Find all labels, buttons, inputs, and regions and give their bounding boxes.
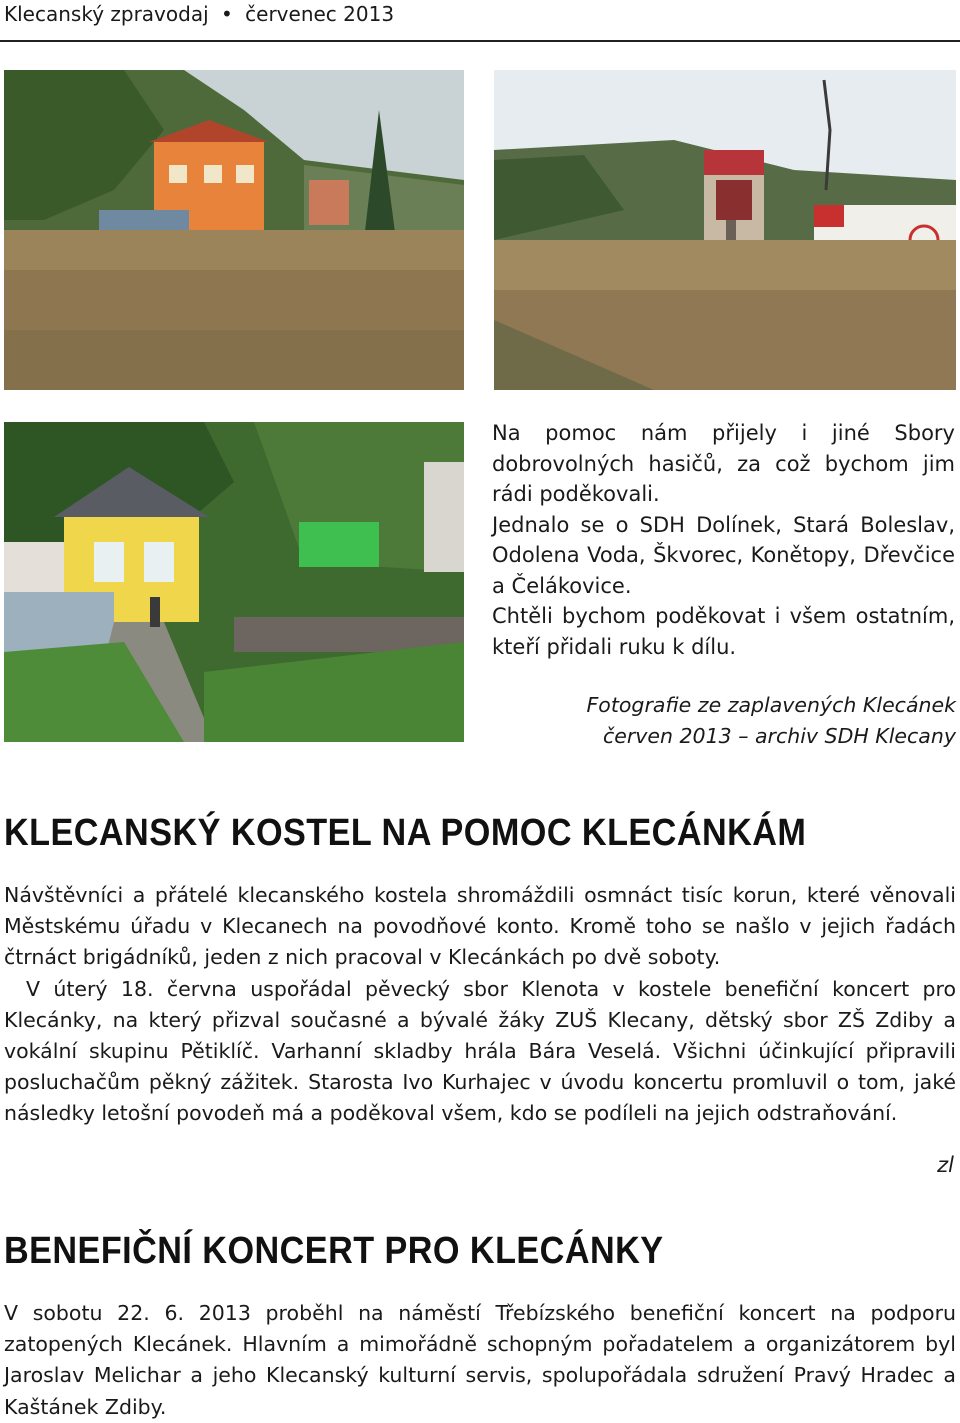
article-1-paragraph-2: V úterý 18. června uspořádal pěvecký sbor Klenota v kostele benefiční koncert pro Klecánky, na který přizval současné a bývalé žáky ZUŠ Klecany, dětský sbor ZŠ Zdiby a vokální skupinu Pětiklíč. Varhanní skladby hrála Bára Veselá. Všichni účinkující připravili posluchačům pěkný zážitek. Starosta Ivo Kurhajec v úvodu koncertu promluvil o tom, jaké následky letošní povodeň má a poděkoval všem, kdo se podíleli na jejich odstraňování. xyxy=(4,976,956,1126)
article-1-title: KLECANSKÝ KOSTEL NA POMOC KLECÁNKÁM xyxy=(4,812,807,854)
article-1-paragraph-1: Návštěvníci a přátelé klecanského kostela shromáždili osmnáct tisíc korun, které věnovali Městskému úřadu v Klecanech na povodňové konto. Kromě toho se našlo v jejich řadách čtrnáct brigádníků, jeden z nich pracoval v Klecánkách po dvě soboty. xyxy=(4,883,956,970)
article-1-signature: zl xyxy=(937,1153,954,1177)
header-separator: • xyxy=(221,2,233,26)
caption-line-1: Fotografie ze zaplavených Klecánek xyxy=(586,693,956,717)
side-paragraph: Chtěli bychom poděkovat i všem ostatním, kteří přidali ruku k dílu. xyxy=(492,604,955,659)
publication-name: Klecanský zpravodaj xyxy=(4,2,209,26)
header-divider xyxy=(0,40,960,42)
side-paragraph: Jednalo se o SDH Dolínek, Stará Boleslav, Odolena Voda, Škvorec, Konětopy, Dřevčice a Čelákovice. xyxy=(492,512,955,598)
caption-line-2: červen 2013 – archiv SDH Klecany xyxy=(602,724,956,748)
photo-caption xyxy=(587,690,956,752)
flood-photo-3 xyxy=(4,422,464,742)
article-2-body xyxy=(4,1298,956,1423)
issue-date: červenec 2013 xyxy=(245,2,395,26)
side-paragraph: Na pomoc nám přijely i jiné Sbory dobrovolných hasičů, za což bychom jim rádi poděkovali. xyxy=(492,421,955,506)
article-1-body xyxy=(4,880,956,1130)
page-header xyxy=(4,2,394,26)
flood-photo-1 xyxy=(4,70,464,390)
article-2-paragraph-1: V sobotu 22. 6. 2013 proběhl na náměstí Třebízského benefiční koncert na podporu zatopených Klecánek. Hlavním a mimořádně schopným pořadatelem a organizátorem byl Jaroslav Melichar a jeho Klecanský kulturní servis, spolupořádala sdružení Pravý Hradec a Kaštánek Zdiby. xyxy=(4,1301,956,1419)
article-2-title: BENEFIČNÍ KONCERT PRO KLECÁNKY xyxy=(4,1230,664,1272)
flood-photo-2 xyxy=(494,70,956,390)
volunteer-brigades-text xyxy=(492,418,955,662)
